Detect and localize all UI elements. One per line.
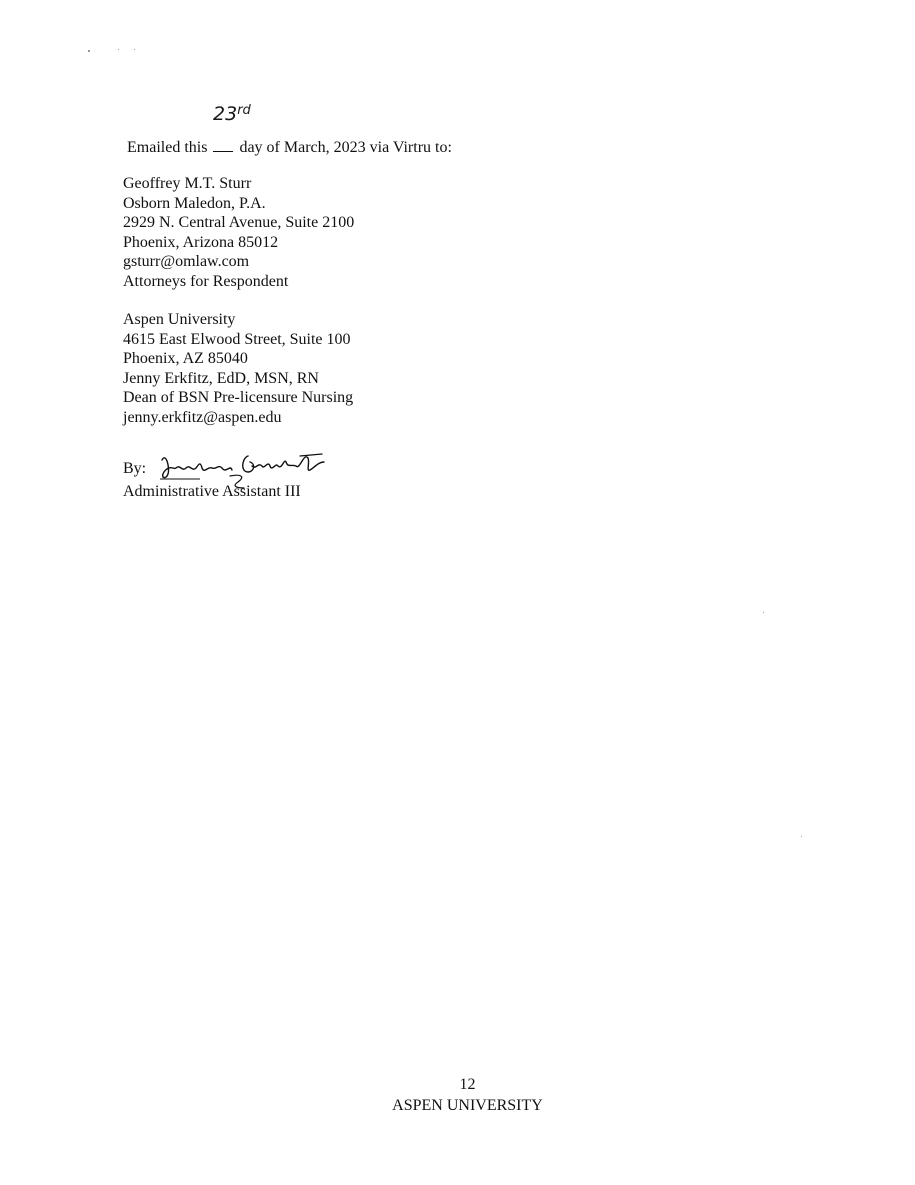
emailed-text-before: Emailed this <box>127 139 208 156</box>
recipient-line: Phoenix, AZ 85040 <box>123 350 248 367</box>
day-blank <box>213 137 233 152</box>
recipient-line: Geoffrey M.T. Sturr <box>123 175 252 192</box>
scan-speck <box>801 836 802 837</box>
emailed-line <box>127 137 452 157</box>
recipient-line: Phoenix, Arizona 85012 <box>123 233 279 251</box>
recipient-line: 4615 East Elwood Street, Suite 100 <box>123 330 351 348</box>
recipient-line: Jenny Erkfitz, EdD, MSN, RN <box>123 369 319 387</box>
handwritten-day-suffix: rd <box>237 103 251 118</box>
handwritten-day <box>213 103 251 125</box>
emailed-text-after: day of March, 2023 via Virtru to: <box>239 139 452 156</box>
recipient-block-1 <box>123 174 354 291</box>
scan-speck <box>134 49 135 50</box>
recipient-line: Attorneys for Respondent <box>123 272 289 290</box>
scan-speck <box>88 50 90 52</box>
by-label: By: <box>123 460 147 477</box>
recipient-line: Dean of BSN Pre-licensure Nursing <box>123 389 354 406</box>
scan-speck <box>763 612 764 613</box>
footer-organization: ASPEN UNIVERSITY <box>392 1097 543 1114</box>
recipient-block-2 <box>123 310 353 427</box>
recipient-line: Aspen University <box>123 311 236 328</box>
recipient-line: Osborn Maledon, P.A. <box>123 194 266 212</box>
handwritten-day-number: 23 <box>213 103 238 125</box>
recipient-line: 2929 N. Central Avenue, Suite 2100 <box>123 214 355 231</box>
recipient-email[interactable]: gsturr@omlaw.com <box>123 253 250 270</box>
signer-role: Administrative Assistant III <box>123 483 301 500</box>
recipient-email[interactable]: jenny.erkfitz@aspen.edu <box>123 408 282 426</box>
page-number: 12 <box>459 1076 476 1093</box>
scan-speck <box>118 49 119 50</box>
